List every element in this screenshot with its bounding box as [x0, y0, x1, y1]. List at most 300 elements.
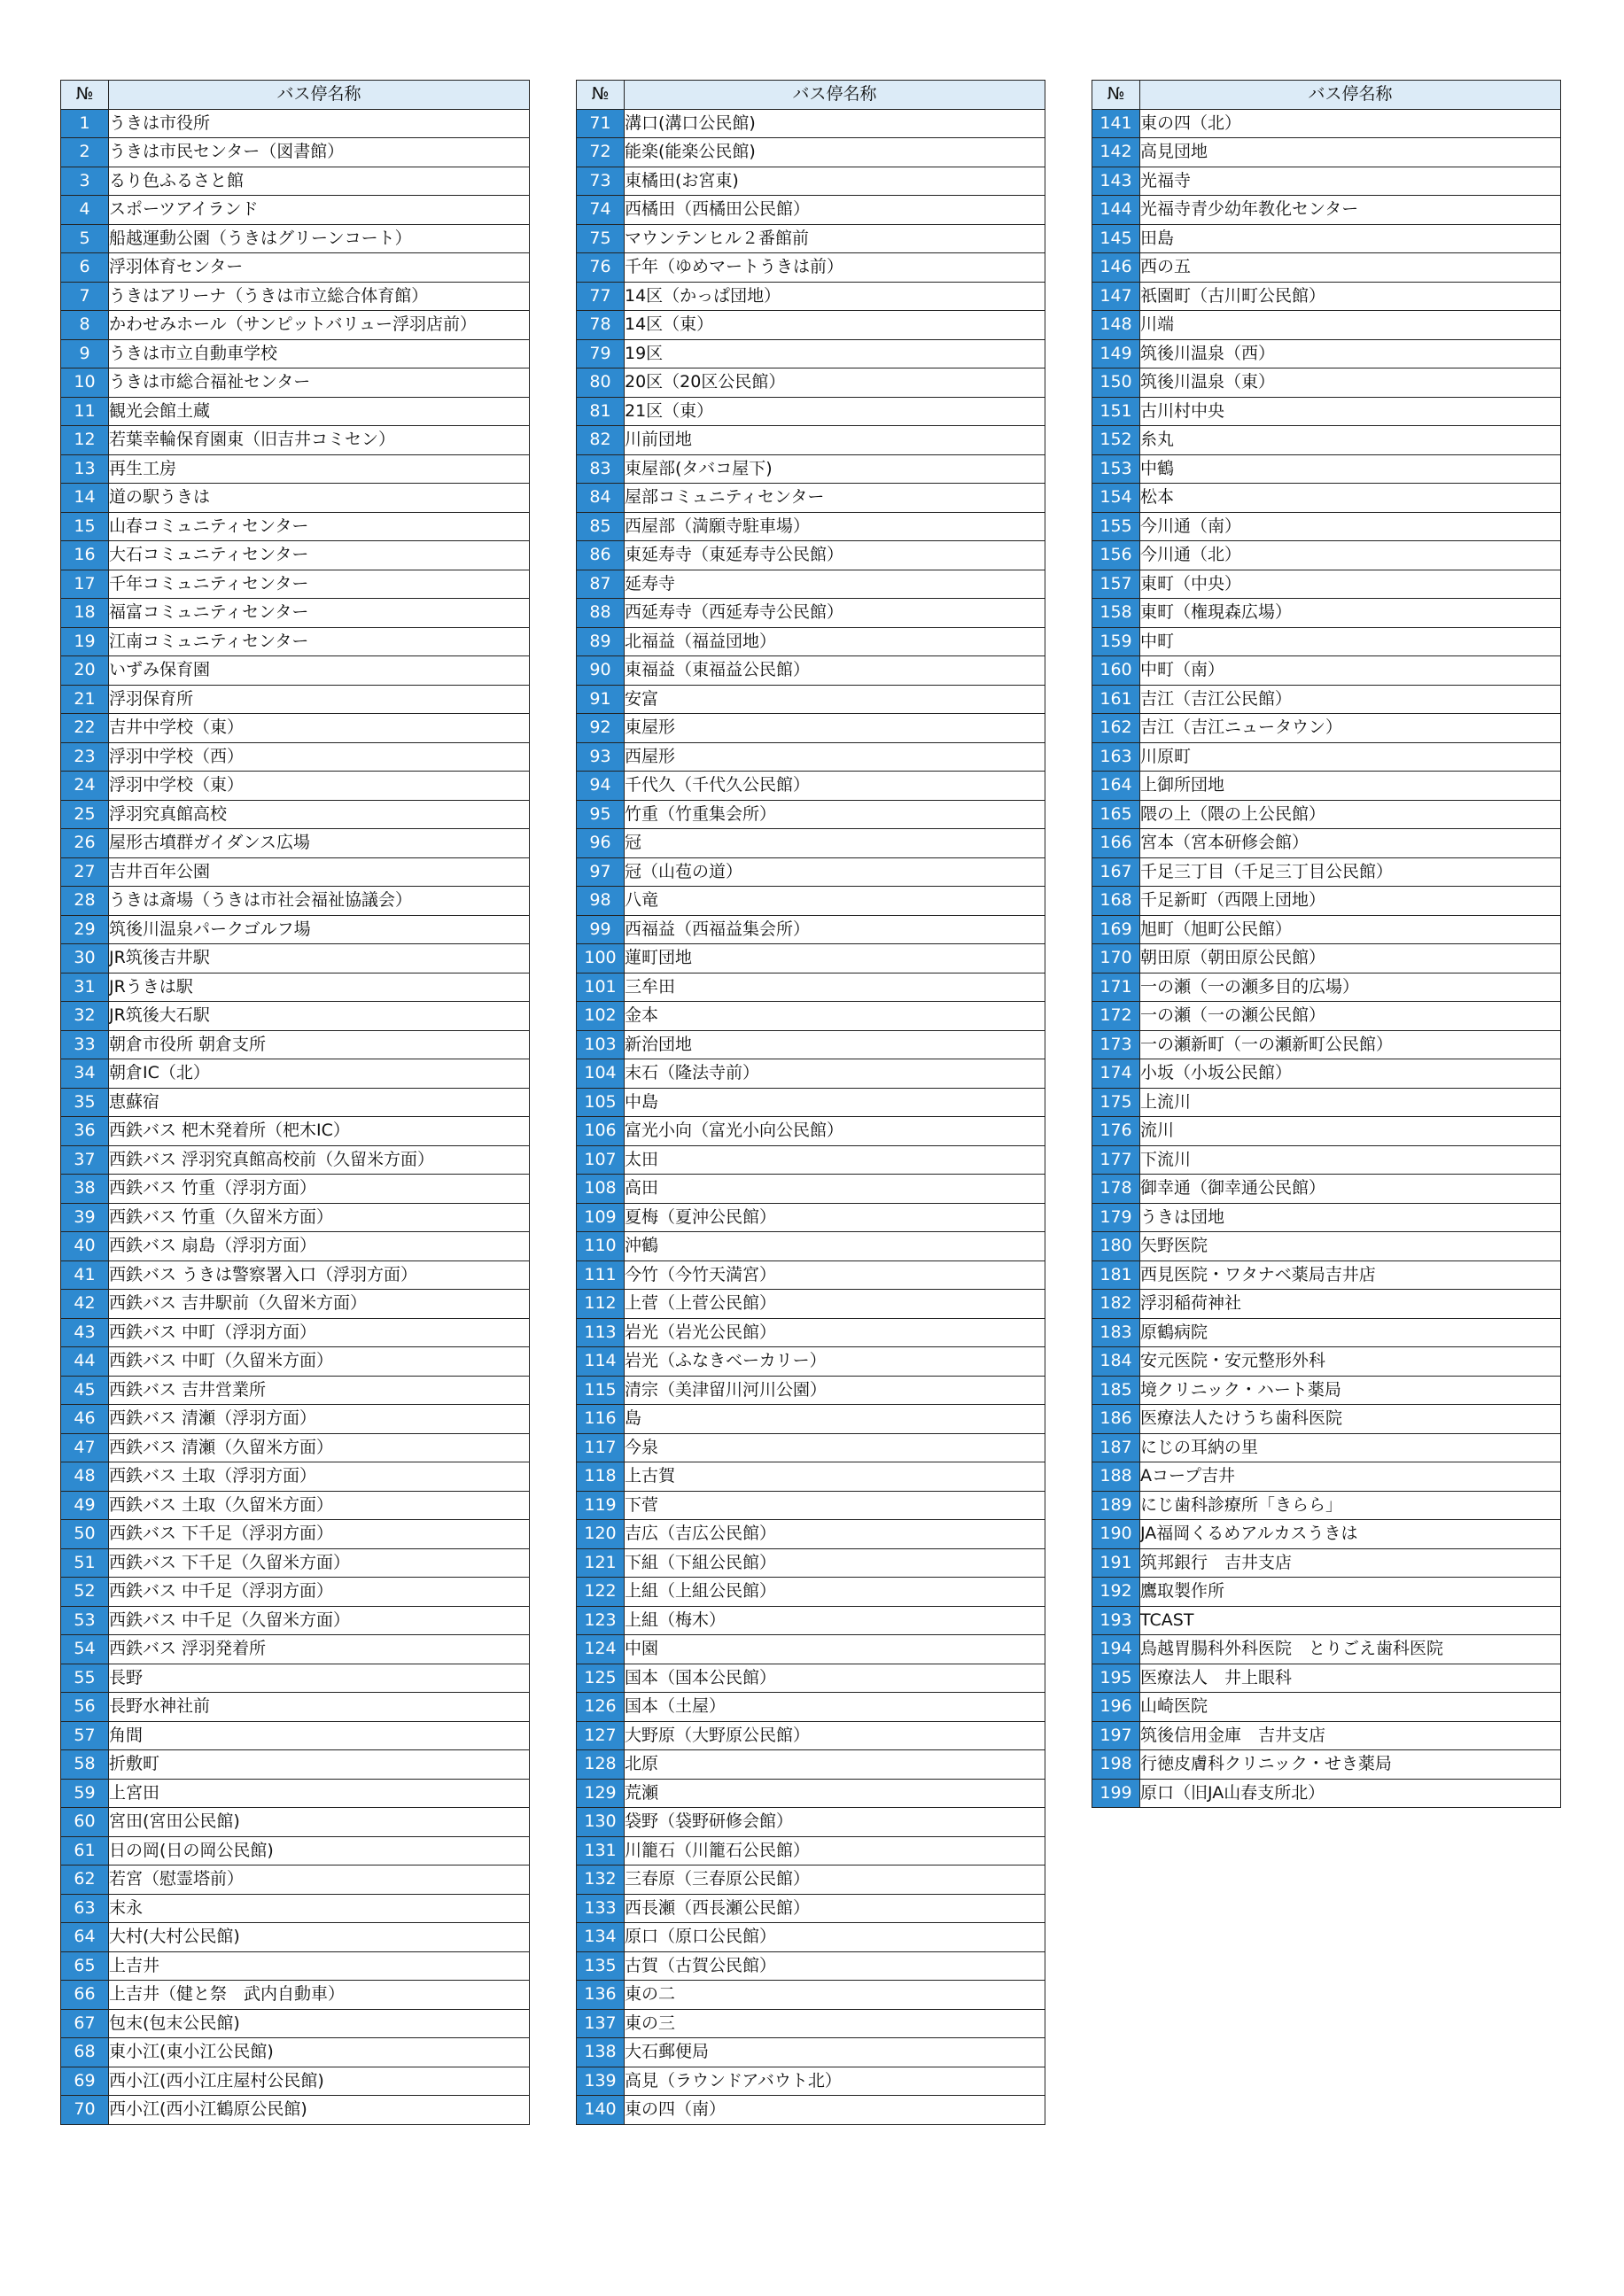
stop-name: 島: [625, 1405, 1045, 1434]
table-row: [1092, 570, 1561, 599]
table-row: [61, 1030, 530, 1059]
table-row: [61, 656, 530, 686]
table-row: [61, 311, 530, 340]
table-row: [577, 2009, 1045, 2038]
stop-number: 170: [1092, 944, 1140, 973]
table-row: [61, 2038, 530, 2067]
table-row: [1092, 1175, 1561, 1204]
table-row: [577, 1923, 1045, 1952]
stop-name: 高見団地: [1140, 138, 1561, 167]
stop-number: 38: [61, 1175, 109, 1204]
table-row: [577, 599, 1045, 628]
table-row: [1092, 253, 1561, 283]
stop-number: 26: [61, 829, 109, 858]
stop-name: 船越運動公園（うきはグリーンコート）: [109, 224, 530, 253]
stop-name: 西鉄バス 竹重（浮羽方面）: [109, 1175, 530, 1204]
stop-number: 34: [61, 1059, 109, 1089]
stop-number: 39: [61, 1203, 109, 1232]
table-row: [577, 1866, 1045, 1895]
table-row: [1092, 311, 1561, 340]
stop-number: 120: [577, 1520, 625, 1549]
table-row: [61, 1059, 530, 1089]
table-row: [577, 1721, 1045, 1750]
stop-name: 千年（ゆめマートうきは前）: [625, 253, 1045, 283]
table-row: [577, 1750, 1045, 1780]
table-row: [577, 627, 1045, 656]
table-row: [61, 339, 530, 368]
stop-name: 朝倉IC（北）: [109, 1059, 530, 1089]
stop-number: 1: [61, 109, 109, 138]
stop-name: 古川村中央: [1140, 397, 1561, 426]
stop-number: 195: [1092, 1664, 1140, 1693]
stop-name: 岩光（岩光公民館）: [625, 1318, 1045, 1347]
table-row: [1092, 484, 1561, 513]
stop-number: 20: [61, 656, 109, 686]
stop-name: 上組（上組公民館）: [625, 1578, 1045, 1607]
stop-name: 西鉄バス 清瀬（久留米方面）: [109, 1433, 530, 1462]
stop-name: 末石（隆法寺前）: [625, 1059, 1045, 1089]
stop-name: 一の瀬（一の瀬公民館）: [1140, 1002, 1561, 1031]
stop-number: 162: [1092, 714, 1140, 743]
stop-name: 西鉄バス 下千足（久留米方面）: [109, 1548, 530, 1578]
table-row: [577, 742, 1045, 772]
table-row: [577, 1693, 1045, 1722]
stop-number: 93: [577, 742, 625, 772]
table-row: [1092, 1750, 1561, 1780]
stop-name: 西屋形: [625, 742, 1045, 772]
stop-number: 183: [1092, 1318, 1140, 1347]
stop-number: 168: [1092, 887, 1140, 916]
stop-name: 中島: [625, 1088, 1045, 1117]
stop-number: 190: [1092, 1520, 1140, 1549]
stop-name: 観光会館土蔵: [109, 397, 530, 426]
stop-number: 45: [61, 1376, 109, 1405]
stop-number: 122: [577, 1578, 625, 1607]
table-header-row: [61, 81, 530, 110]
table-row: [577, 1548, 1045, 1578]
stop-name: 千足新町（西隈上団地）: [1140, 887, 1561, 916]
stop-name: 西鉄バス 浮羽発着所: [109, 1635, 530, 1664]
table-row: [577, 1836, 1045, 1866]
stop-number: 192: [1092, 1578, 1140, 1607]
stop-number: 83: [577, 454, 625, 484]
stop-name: 田島: [1140, 224, 1561, 253]
stop-number: 125: [577, 1664, 625, 1693]
stop-number: 58: [61, 1750, 109, 1780]
stop-name: 中町（南）: [1140, 656, 1561, 686]
stop-number: 132: [577, 1866, 625, 1895]
stop-name: 14区（東）: [625, 311, 1045, 340]
stop-name: 隈の上（隈の上公民館）: [1140, 800, 1561, 829]
stop-number: 96: [577, 829, 625, 858]
stop-name: 道の駅うきは: [109, 484, 530, 513]
table-row: [61, 1923, 530, 1952]
stop-number: 197: [1092, 1721, 1140, 1750]
table-row: [577, 253, 1045, 283]
stop-number: 199: [1092, 1779, 1140, 1808]
stop-number: 44: [61, 1347, 109, 1377]
stop-name: 筑後信用金庫 吉井支店: [1140, 1721, 1561, 1750]
stop-number: 98: [577, 887, 625, 916]
table-row: [61, 196, 530, 225]
stop-name: 原口（原口公民館）: [625, 1923, 1045, 1952]
stop-name: 江南コミュニティセンター: [109, 627, 530, 656]
stop-name: るり色ふるさと館: [109, 167, 530, 196]
stop-number: 104: [577, 1059, 625, 1089]
table-row: [577, 570, 1045, 599]
table-row: [1092, 1578, 1561, 1607]
stop-number: 175: [1092, 1088, 1140, 1117]
stop-name: 光福寺: [1140, 167, 1561, 196]
stop-number: 16: [61, 541, 109, 570]
stop-name: 八竜: [625, 887, 1045, 916]
stop-number: 115: [577, 1376, 625, 1405]
stop-number: 187: [1092, 1433, 1140, 1462]
stop-name: 東町（中央）: [1140, 570, 1561, 599]
table-row: [1092, 1145, 1561, 1175]
stop-number: 153: [1092, 454, 1140, 484]
table-row: [1092, 1376, 1561, 1405]
stop-name: 西鉄バス うきは警察署入口（浮羽方面）: [109, 1260, 530, 1290]
header-number: №: [61, 81, 109, 110]
table-row: [61, 1260, 530, 1290]
stop-number: 123: [577, 1606, 625, 1635]
table-row: [1092, 282, 1561, 311]
table-row: [1092, 944, 1561, 973]
stop-number: 114: [577, 1347, 625, 1377]
stop-number: 50: [61, 1520, 109, 1549]
stop-name: 浮羽体育センター: [109, 253, 530, 283]
table-row: [1092, 1030, 1561, 1059]
stop-name: 川端: [1140, 311, 1561, 340]
stop-number: 43: [61, 1318, 109, 1347]
stop-name: 清宗（美津留川河川公園）: [625, 1376, 1045, 1405]
stop-name: 下菅: [625, 1491, 1045, 1520]
table-row: [61, 1175, 530, 1204]
table-row: [1092, 599, 1561, 628]
stop-number: 33: [61, 1030, 109, 1059]
stop-name: 筑後川温泉（西）: [1140, 339, 1561, 368]
stop-name: 松本: [1140, 484, 1561, 513]
stop-name: 溝口(溝口公民館): [625, 109, 1045, 138]
stop-name: 三春原（三春原公民館）: [625, 1866, 1045, 1895]
stop-name: かわせみホール（サンピットバリュー浮羽店前）: [109, 311, 530, 340]
stop-number: 17: [61, 570, 109, 599]
stop-name: 夏梅（夏沖公民館）: [625, 1203, 1045, 1232]
table-row: [61, 915, 530, 944]
stop-number: 108: [577, 1175, 625, 1204]
stop-number: 81: [577, 397, 625, 426]
stop-number: 18: [61, 599, 109, 628]
stop-name: 医療法人たけうち歯科医院: [1140, 1405, 1561, 1434]
stop-number: 102: [577, 1002, 625, 1031]
stop-name: 東町（権現森広場）: [1140, 599, 1561, 628]
stop-name: 西鉄バス 土取（浮羽方面）: [109, 1462, 530, 1492]
stop-name: 山崎医院: [1140, 1693, 1561, 1722]
stop-name: 安富: [625, 685, 1045, 714]
table-row: [577, 2096, 1045, 2125]
stop-number: 138: [577, 2038, 625, 2067]
table-row: [577, 1002, 1045, 1031]
stop-name: 朝倉市役所 朝倉支所: [109, 1030, 530, 1059]
stop-name: 上御所団地: [1140, 772, 1561, 801]
table-row: [61, 1520, 530, 1549]
stop-name: 旭町（旭町公民館）: [1140, 915, 1561, 944]
stop-name: 一の瀬新町（一の瀬新町公民館）: [1140, 1030, 1561, 1059]
stop-name: 東小江(東小江公民館): [109, 2038, 530, 2067]
table-row: [577, 1981, 1045, 2010]
table-row: [577, 426, 1045, 455]
stop-name: 浮羽究真館高校: [109, 800, 530, 829]
stop-name: 角間: [109, 1721, 530, 1750]
stop-number: 37: [61, 1145, 109, 1175]
stop-name: 吉井百年公園: [109, 857, 530, 887]
stop-number: 160: [1092, 656, 1140, 686]
stop-number: 164: [1092, 772, 1140, 801]
stop-name: 沖鶴: [625, 1232, 1045, 1261]
stop-number: 87: [577, 570, 625, 599]
stop-name: 上吉井（健と祭 武内自動車）: [109, 1981, 530, 2010]
stop-number: 48: [61, 1462, 109, 1492]
table-row: [61, 426, 530, 455]
table-row: [61, 1866, 530, 1895]
stop-number: 14: [61, 484, 109, 513]
table-row: [577, 800, 1045, 829]
stop-name: 19区: [625, 339, 1045, 368]
table-row: [1092, 800, 1561, 829]
table-row: [1092, 772, 1561, 801]
stop-name: 浮羽中学校（東）: [109, 772, 530, 801]
table-row: [1092, 397, 1561, 426]
table-row: [61, 224, 530, 253]
table-row: [61, 887, 530, 916]
table-row: [1092, 627, 1561, 656]
stop-number: 69: [61, 2067, 109, 2096]
table-row: [61, 109, 530, 138]
stop-number: 90: [577, 656, 625, 686]
stop-name: 冠（山苞の道）: [625, 857, 1045, 887]
stop-number: 78: [577, 311, 625, 340]
stop-name: 東屋形: [625, 714, 1045, 743]
table-row: [577, 1606, 1045, 1635]
stop-number: 46: [61, 1405, 109, 1434]
stop-name: 古賀（古賀公民館）: [625, 1951, 1045, 1981]
stop-name: 今竹（今竹天満宮）: [625, 1260, 1045, 1290]
stop-number: 145: [1092, 224, 1140, 253]
stop-number: 6: [61, 253, 109, 283]
table-row: [61, 1290, 530, 1319]
stop-name: 西鉄バス 中町（浮羽方面）: [109, 1318, 530, 1347]
stop-name: 西鉄バス 中千足（浮羽方面）: [109, 1578, 530, 1607]
stop-name: 西鉄バス 扇島（浮羽方面）: [109, 1232, 530, 1261]
stop-number: 109: [577, 1203, 625, 1232]
stop-number: 94: [577, 772, 625, 801]
table-row: [577, 196, 1045, 225]
table-row: [61, 627, 530, 656]
stop-name: 日の岡(日の岡公民館): [109, 1836, 530, 1866]
table-row: [577, 915, 1045, 944]
stop-number: 176: [1092, 1117, 1140, 1146]
table-row: [577, 138, 1045, 167]
table-row: [1092, 1203, 1561, 1232]
table-row: [1092, 1721, 1561, 1750]
stop-name: 川前団地: [625, 426, 1045, 455]
stop-number: 13: [61, 454, 109, 484]
stop-name: うきは団地: [1140, 1203, 1561, 1232]
stop-name: 吉江（吉江ニュータウン）: [1140, 714, 1561, 743]
table-row: [1092, 109, 1561, 138]
stop-name: 三牟田: [625, 973, 1045, 1002]
table-row: [577, 1145, 1045, 1175]
stop-number: 57: [61, 1721, 109, 1750]
stop-name: 東橘田(お宮東): [625, 167, 1045, 196]
table-row: [1092, 742, 1561, 772]
stop-number: 166: [1092, 829, 1140, 858]
stop-name: 恵蘇宿: [109, 1088, 530, 1117]
table-row: [61, 1548, 530, 1578]
table-row: [61, 1347, 530, 1377]
stop-name: 北原: [625, 1750, 1045, 1780]
table-row: [61, 1750, 530, 1780]
table-row: [61, 1981, 530, 2010]
table-row: [577, 1664, 1045, 1693]
stop-name: 山春コミュニティセンター: [109, 512, 530, 541]
table-row: [61, 484, 530, 513]
table-row: [577, 1318, 1045, 1347]
table-row: [61, 454, 530, 484]
stop-number: 159: [1092, 627, 1140, 656]
stop-number: 139: [577, 2067, 625, 2096]
stop-number: 148: [1092, 311, 1140, 340]
stop-name: うきは市総合福祉センター: [109, 368, 530, 398]
stop-number: 177: [1092, 1145, 1140, 1175]
table-row: [577, 1290, 1045, 1319]
table-row: [61, 714, 530, 743]
stop-number: 3: [61, 167, 109, 196]
stop-name: 大村(大村公民館): [109, 1923, 530, 1952]
stop-name: 長野水神社前: [109, 1693, 530, 1722]
stop-number: 174: [1092, 1059, 1140, 1089]
stop-name: 東の二: [625, 1981, 1045, 2010]
stop-name: 高田: [625, 1175, 1045, 1204]
stop-number: 11: [61, 397, 109, 426]
stop-name: 境クリニック・ハート薬局: [1140, 1376, 1561, 1405]
table-row: [577, 714, 1045, 743]
stop-number: 186: [1092, 1405, 1140, 1434]
table-row: [61, 2096, 530, 2125]
stop-number: 185: [1092, 1376, 1140, 1405]
stop-name: 富光小向（富光小向公民館）: [625, 1117, 1045, 1146]
stop-name: 流川: [1140, 1117, 1561, 1146]
stop-name: 今川通（北）: [1140, 541, 1561, 570]
stop-number: 63: [61, 1894, 109, 1923]
table-row: [1092, 454, 1561, 484]
stop-number: 117: [577, 1433, 625, 1462]
table-row: [577, 109, 1045, 138]
stop-name: 原口（旧JA山春支所北）: [1140, 1779, 1561, 1808]
stop-name: いずみ保育園: [109, 656, 530, 686]
table-row: [577, 454, 1045, 484]
stop-name: 北福益（福益団地）: [625, 627, 1045, 656]
table-row: [61, 1491, 530, 1520]
stop-number: 42: [61, 1290, 109, 1319]
stop-name: 西鉄バス 中町（久留米方面）: [109, 1347, 530, 1377]
table-row: [1092, 685, 1561, 714]
table-row: [577, 973, 1045, 1002]
stop-number: 126: [577, 1693, 625, 1722]
table-row: [61, 1232, 530, 1261]
stop-name: 蓮町団地: [625, 944, 1045, 973]
table-row: [1092, 196, 1561, 225]
stop-name: 西鉄バス 清瀬（浮羽方面）: [109, 1405, 530, 1434]
stop-name: 浮羽保育所: [109, 685, 530, 714]
stop-number: 15: [61, 512, 109, 541]
table-row: [61, 570, 530, 599]
table-row: [577, 1808, 1045, 1837]
stop-number: 134: [577, 1923, 625, 1952]
table-row: [1092, 1664, 1561, 1693]
stop-number: 193: [1092, 1606, 1140, 1635]
stop-number: 136: [577, 1981, 625, 2010]
stop-number: 110: [577, 1232, 625, 1261]
stop-number: 25: [61, 800, 109, 829]
stop-name: うきは市立自動車学校: [109, 339, 530, 368]
stop-number: 141: [1092, 109, 1140, 138]
stop-number: 19: [61, 627, 109, 656]
stop-name: 折敷町: [109, 1750, 530, 1780]
stop-name: 若宮（慰霊塔前）: [109, 1866, 530, 1895]
table-row: [61, 541, 530, 570]
stop-name: 下組（下組公民館）: [625, 1548, 1045, 1578]
stop-name: 川籠石（川籠石公民館）: [625, 1836, 1045, 1866]
table-row: [577, 1894, 1045, 1923]
stop-number: 35: [61, 1088, 109, 1117]
table-body: [577, 109, 1045, 2124]
stop-number: 36: [61, 1117, 109, 1146]
stop-name: 西鉄バス 竹重（久留米方面）: [109, 1203, 530, 1232]
stop-number: 59: [61, 1779, 109, 1808]
table-row: [1092, 1491, 1561, 1520]
stop-name: 高見（ラウンドアバウト北）: [625, 2067, 1045, 2096]
stop-number: 147: [1092, 282, 1140, 311]
table-row: [61, 282, 530, 311]
stop-number: 100: [577, 944, 625, 973]
stop-number: 188: [1092, 1462, 1140, 1492]
stop-number: 171: [1092, 973, 1140, 1002]
stop-name: 西鉄バス 土取（久留米方面）: [109, 1491, 530, 1520]
stop-name: 川原町: [1140, 742, 1561, 772]
stop-number: 89: [577, 627, 625, 656]
stop-name: 今川通（南）: [1140, 512, 1561, 541]
stop-number: 178: [1092, 1175, 1140, 1204]
stop-name: 包末(包末公民館): [109, 2009, 530, 2038]
stop-name: 矢野医院: [1140, 1232, 1561, 1261]
stop-name: 荒瀬: [625, 1779, 1045, 1808]
stop-name: 西長瀬（西長瀬公民館）: [625, 1894, 1045, 1923]
stop-name: 屋部コミュニティセンター: [625, 484, 1045, 513]
stop-name: 屋形古墳群ガイダンス広場: [109, 829, 530, 858]
stop-number: 76: [577, 253, 625, 283]
table-row: [577, 282, 1045, 311]
stop-name: 中町: [1140, 627, 1561, 656]
table-row: [61, 1808, 530, 1837]
stop-number: 54: [61, 1635, 109, 1664]
stop-name: 今泉: [625, 1433, 1045, 1462]
table-row: [61, 1664, 530, 1693]
stop-name: 大石郵便局: [625, 2038, 1045, 2067]
stop-number: 163: [1092, 742, 1140, 772]
stop-number: 146: [1092, 253, 1140, 283]
